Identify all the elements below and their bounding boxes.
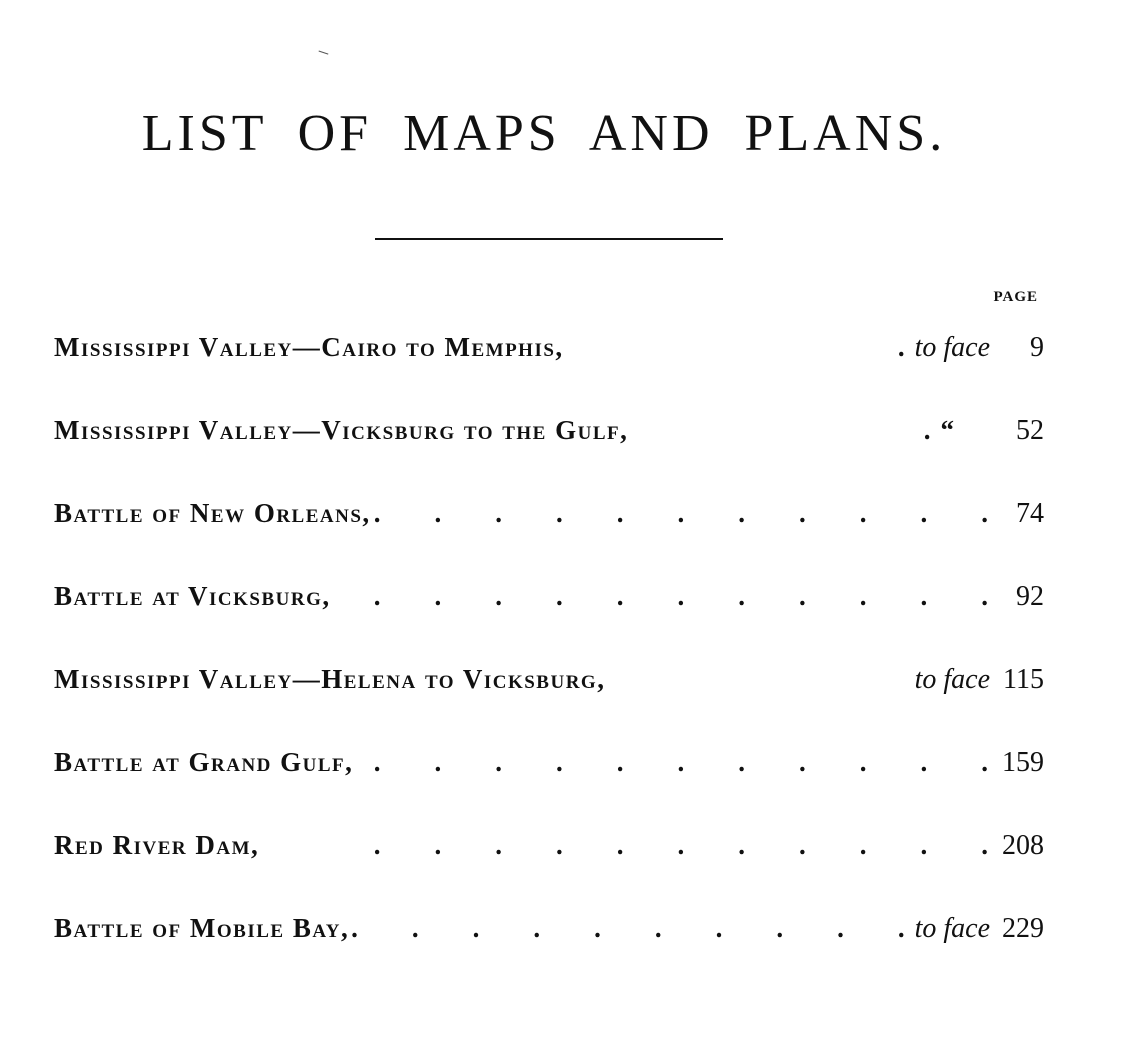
stray-mark xyxy=(318,51,329,58)
entry-note: to face xyxy=(914,331,990,363)
entry-page-number: 74 xyxy=(1016,497,1044,529)
dot-leader xyxy=(371,498,998,529)
entry-title: Red River Dam, xyxy=(54,830,260,860)
entry-title: Battle at Vicksburg, xyxy=(54,581,331,611)
list-item[interactable] xyxy=(54,555,1044,638)
dot-leader xyxy=(349,913,914,944)
dot-leader xyxy=(564,332,915,363)
dot-leader xyxy=(353,747,998,778)
page-title: LIST OF MAPS AND PLANS. xyxy=(141,105,947,162)
dot-leader xyxy=(628,415,940,446)
list-item[interactable] xyxy=(54,887,1044,970)
title-divider xyxy=(375,238,723,240)
list-item[interactable] xyxy=(54,472,1044,555)
ditto-mark: “ xyxy=(940,415,954,445)
list-item[interactable] xyxy=(54,804,1044,887)
entry-title: Mississippi Valley—Helena to Vicksburg, xyxy=(54,664,606,694)
entry-page-number: 92 xyxy=(1016,580,1044,612)
entry-title: Mississippi Valley—Vicksburg to the Gulf, xyxy=(54,415,629,445)
list-item[interactable] xyxy=(54,721,1044,804)
list-item[interactable] xyxy=(54,306,1044,389)
entry-page-number: 159 xyxy=(1002,746,1044,778)
dot-leader xyxy=(259,830,998,861)
list-item[interactable] xyxy=(54,638,1044,721)
list-item[interactable] xyxy=(54,389,1044,472)
entry-page-number: 52 xyxy=(1016,414,1044,446)
entry-title: Mississippi Valley—Cairo to Memphis, xyxy=(54,332,564,362)
entry-page-number: 229 xyxy=(1002,912,1044,944)
entry-title: Battle of New Orleans, xyxy=(54,498,371,528)
entry-note: to face xyxy=(914,912,990,944)
entry-page-number: 208 xyxy=(1002,829,1044,861)
entry-note: to face xyxy=(914,663,990,695)
page-column-heading: PAGE xyxy=(993,289,1038,305)
entry-title: Battle of Mobile Bay, xyxy=(54,913,350,943)
entry-page-number: 115 xyxy=(1003,663,1044,695)
maps-list xyxy=(54,306,1044,970)
entry-page-number: 9 xyxy=(1030,331,1044,363)
dot-leader xyxy=(331,581,998,612)
entry-title: Battle at Grand Gulf, xyxy=(54,747,354,777)
